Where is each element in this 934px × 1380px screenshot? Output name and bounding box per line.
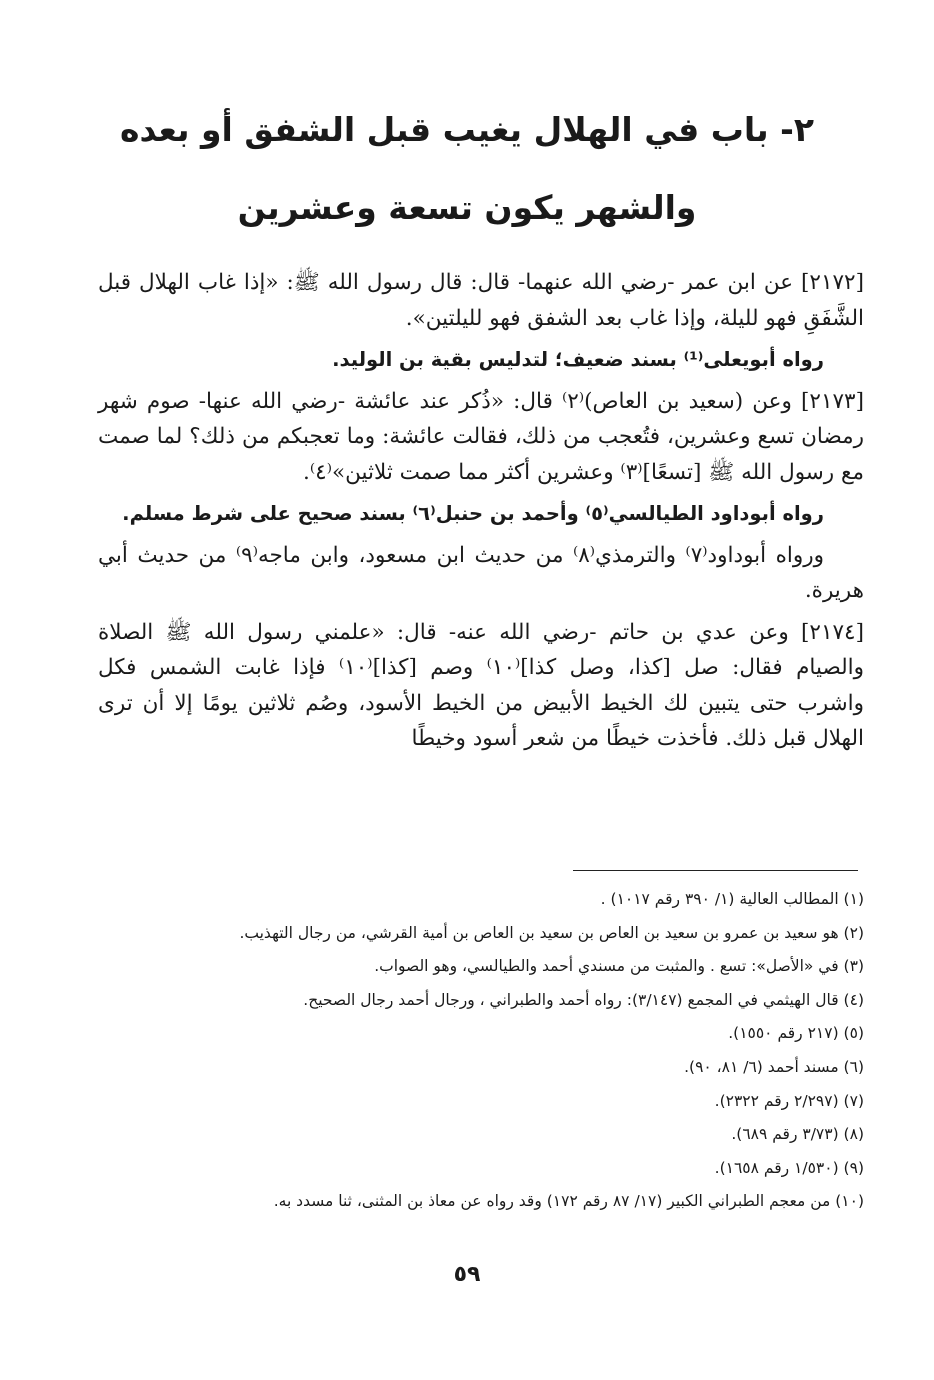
hadith-2172: [٢١٧٢] عن ابن عمر -رضي الله عنهما- قال: قال رسول الله ﷺ: «إذا غاب الهلال قبل الشَّفَقِ فهو لليلة، وإذا غاب بعد الشفق فهو لليلتين». <box>98 270 864 331</box>
narration-note-2172: رواه أبويعلى⁽¹⁾ بسند ضعيف؛ لتدليس بقية بن الوليد. <box>332 348 824 371</box>
footnote-1: (١) المطالب العالية (١/ ٣٩٠ رقم ١٠١٧) . <box>600 890 864 908</box>
main-text <box>98 265 864 763</box>
footnote-3: (٣) في «الأصل»: تسع . والمثبت من مسندي أحمد والطيالسي، وهو الصواب. <box>374 957 864 976</box>
narration-note-2173: رواه أبوداود الطيالسي⁽٥⁾ وأحمد بن حنبل⁽٦⁾ بسند صحيح على شرط مسلم. <box>122 502 824 525</box>
footnote-8: (٨) (٣/٧٣ رقم ٦٨٩). <box>731 1125 864 1144</box>
footnote-2: (٢) هو سعيد بن عمرو بن سعيد بن العاص بن سعيد بن العاص بن أمية القرشي، من رجال التهذيب. <box>239 923 864 942</box>
additional-narrations: ورواه أبوداود⁽٧⁾ والترمذي⁽٨⁾ من حديث ابن مسعود، وابن ماجه⁽٩⁾ من حديث أبي هريرة. <box>98 542 864 603</box>
chapter-heading-line-1: ٢- باب في الهلال يغيب قبل الشفق أو بعده <box>120 110 814 149</box>
chapter-heading-line-2: والشهر يكون تسعة وعشرين <box>237 188 697 227</box>
footnote-separator <box>573 870 858 871</box>
hadith-2173: [٢١٧٣] وعن (سعيد بن العاص)⁽٢⁾ قال: «ذُكر عند عائشة -رضي الله عنها- صوم شهر رمضان تسع وعشرين، فتُعجب من ذلك، فقالت عائشة: وما تعجبكم من ذلك؟ لما صمت مع رسول الله ﷺ [تسعًا]⁽٣⁾ وعشرين أكثر مما صمت ثلاثين»⁽٤⁾. <box>98 388 864 485</box>
footnote-5: (٥) (٢١٧ رقم ١٥٥٠). <box>728 1024 864 1043</box>
footnote-9: (٩) (١/٥٣٠ رقم ١٦٥٨). <box>714 1158 864 1177</box>
footnotes <box>98 883 864 1219</box>
footnote-6: (٦) مسند أحمد (٦/ ٨١، ٩٠). <box>684 1057 864 1076</box>
footnote-4: (٤) قال الهيثمي في المجمع (٣/١٤٧): رواه أحمد والطبراني ، ورجال أحمد رجال الصحيح. <box>303 990 864 1009</box>
hadith-2174: [٢١٧٤] وعن عدي بن حاتم -رضي الله عنه- قال: «علمني رسول الله ﷺ الصلاة والصيام فقال: صل [كذا، وصل كذا]⁽١٠⁾ وصم [كذا]⁽١٠⁾ فإذا غابت الشمس فكل واشرب حتى يتبين لك الخيط الأبيض من الخيط الأسود، وصُم ثلاثين يومًا إلا أن ترى الهلال قبل ذلك. فأخذت خيطًا من شعر أسود وخيطًا <box>98 619 864 751</box>
footnote-7: (٧) (٢/٢٩٧ رقم ٢٣٢٢). <box>714 1091 864 1110</box>
footnote-10: (١٠) من معجم الطبراني الكبير (١٧/ ٨٧ رقم ١٧٢) وقد رواه عن معاذ بن المثنى، ثنا مسدد به. <box>273 1192 864 1211</box>
page-number: ٥٩ <box>453 1262 481 1287</box>
